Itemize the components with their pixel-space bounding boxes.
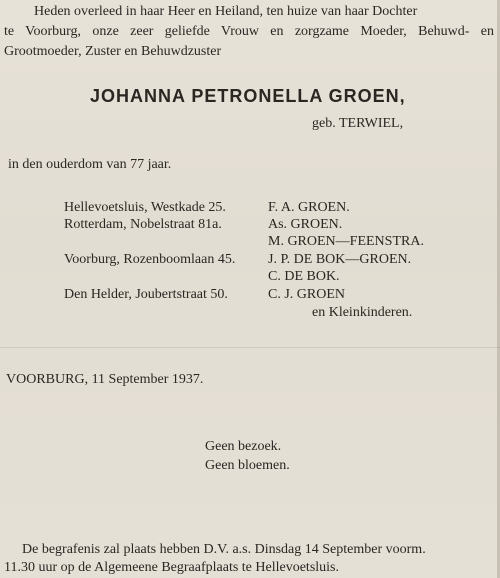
mourner-name: As. GROEN. <box>268 217 343 232</box>
mourner-address: Hellevoetsluis, Westkade 25. <box>64 200 226 215</box>
funeral-line-2: 11.30 uur op de Algemeene Begraafplaats te Hellevoetsluis. <box>4 560 339 575</box>
deceased-name: JOHANNA PETRONELLA GROEN, <box>90 86 406 106</box>
maiden-name: geb. TERWIEL, <box>312 116 404 131</box>
mourner-name: J. P. DE BOK—GROEN. <box>268 252 412 267</box>
intro-line-3: Grootmoeder, Zuster en Behuwdzuster <box>4 44 222 59</box>
paper-fold-line <box>0 347 500 348</box>
funeral-line-1: De begrafenis zal plaats hebben D.V. a.s. Dinsdag 14 September voorm. <box>22 542 426 557</box>
age-line: in den ouderdom van 77 jaar. <box>8 157 172 172</box>
intro-line-1: Heden overleed in haar Heer en Heiland, ten huize van haar Dochter <box>34 4 418 19</box>
mourner-address: Den Helder, Joubertstraat 50. <box>64 287 228 302</box>
notice-no-visits: Geen bezoek. <box>205 439 282 454</box>
notice-no-flowers: Geen bloemen. <box>205 458 290 473</box>
intro-line-2: te Voorburg, onze zeer geliefde Vrouw en zorgzame Moeder, Behuwd- en <box>4 24 494 39</box>
mourner-address: Voorburg, Rozenboomlaan 45. <box>64 252 236 267</box>
mourner-name: M. GROEN—FEENSTRA. <box>268 234 424 249</box>
mourner-name: en Kleinkinderen. <box>312 305 413 320</box>
place-date: VOORBURG, 11 September 1937. <box>6 372 204 387</box>
mourner-name: F. A. GROEN. <box>268 200 350 215</box>
mourner-address: Rotterdam, Nobelstraat 81a. <box>64 217 222 232</box>
mourner-name: C. DE BOK. <box>268 269 340 284</box>
mourner-name: C. J. GROEN <box>268 287 346 302</box>
